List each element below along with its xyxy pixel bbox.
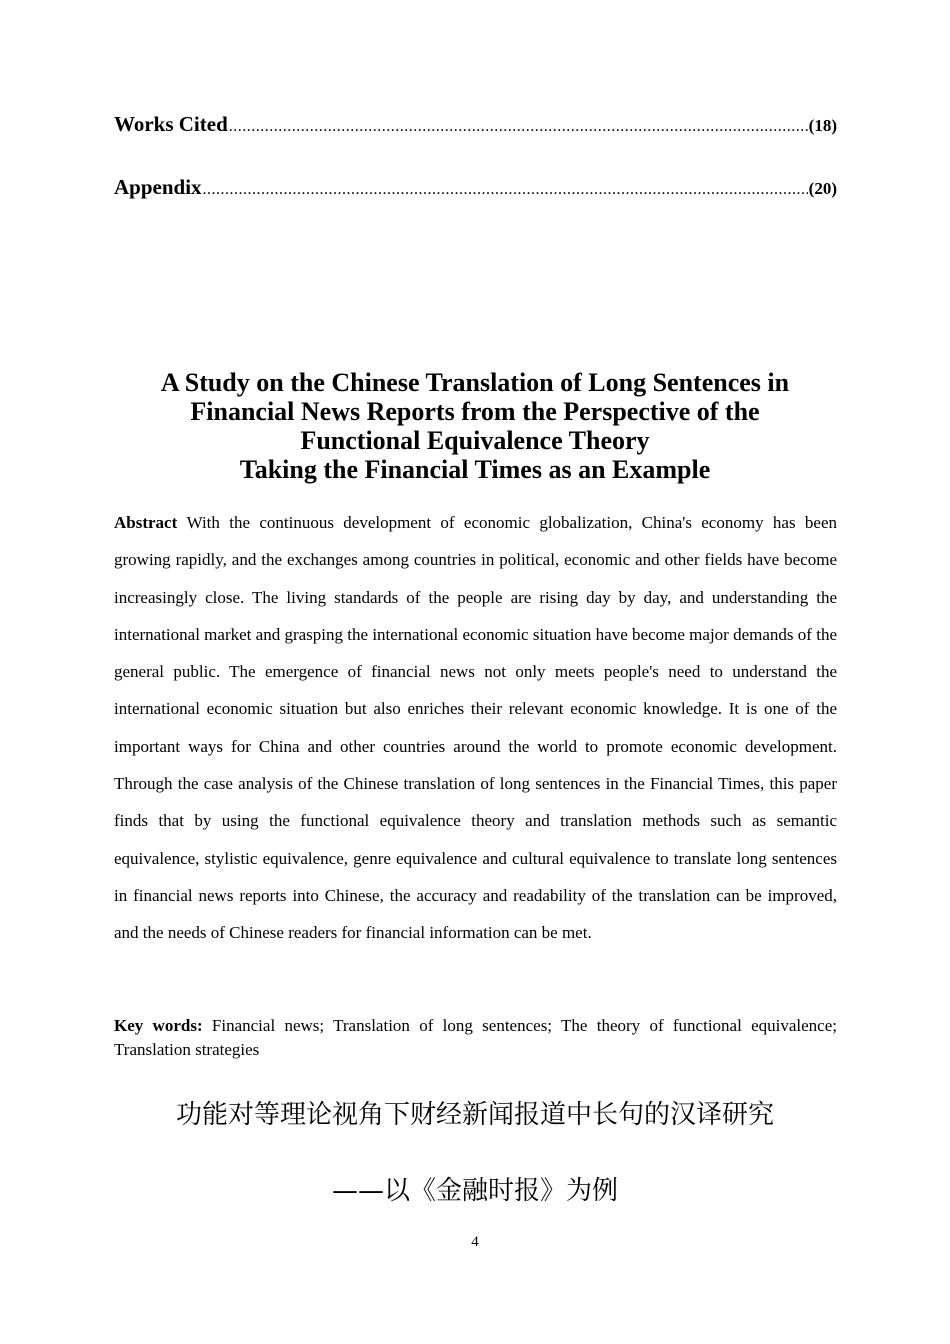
page-number: 4 [471,1234,479,1250]
toc-leader-dots [203,181,808,199]
subtitle-line: Taking the Financial Times as an Example [239,455,711,484]
keywords-paragraph [114,1014,837,1062]
title-line: Financial News Reports from the Perspective of the [190,397,760,426]
title-line: Functional Equivalence Theory [300,426,650,455]
chinese-subtitle: ——以《金融时报》为例 [331,1176,618,1206]
abstract-paragraph [114,504,837,952]
abstract-text: With the continuous development of economic globalization, China's economy has been growing rapidly, and the exchanges among countries in political, economic and other fields have become increasingly close. The living standards of the people are rising day by day, and understanding the international market and grasping the international economic situation have become major demands of the general public. The emergence of financial news not only meets people's need to understand the international economic situation but also enriches their relevant economic knowledge. It is one of the important ways for China and other countries around the world to promote economic development. Through the case analysis of the Chinese translation of long sentences in the Financial Times, this paper finds that by using the functional equivalence theory and translation methods such as semantic equivalence, stylistic equivalence, genre equivalence and cultural equivalence to translate long sentences in financial news reports into Chinese, the accuracy and readability of the translation can be improved, and the needs of Chinese readers for financial information can be met. [114,513,837,943]
keywords-label: Key words: [114,1016,212,1035]
toc-leader-dots [229,118,808,136]
toc-entry-label: Works Cited [114,112,228,136]
keywords-text: Financial news; Translation of long sentences; The theory of functional equivalence; Translation strategies [114,1016,837,1059]
toc-entry-works-cited[interactable] [114,112,837,137]
paper-title [100,368,850,484]
toc-entry-appendix[interactable] [114,175,837,200]
toc-entry-page: (20) [808,179,837,198]
toc-entry-label: Appendix [114,175,202,199]
title-line: A Study on the Chinese Translation of Long Sentences in [160,368,790,397]
abstract-label: Abstract [114,513,187,532]
toc-entry-page: (18) [808,116,837,135]
chinese-title: 功能对等理论视角下财经新闻报道中长句的汉译研究 [175,1100,774,1130]
